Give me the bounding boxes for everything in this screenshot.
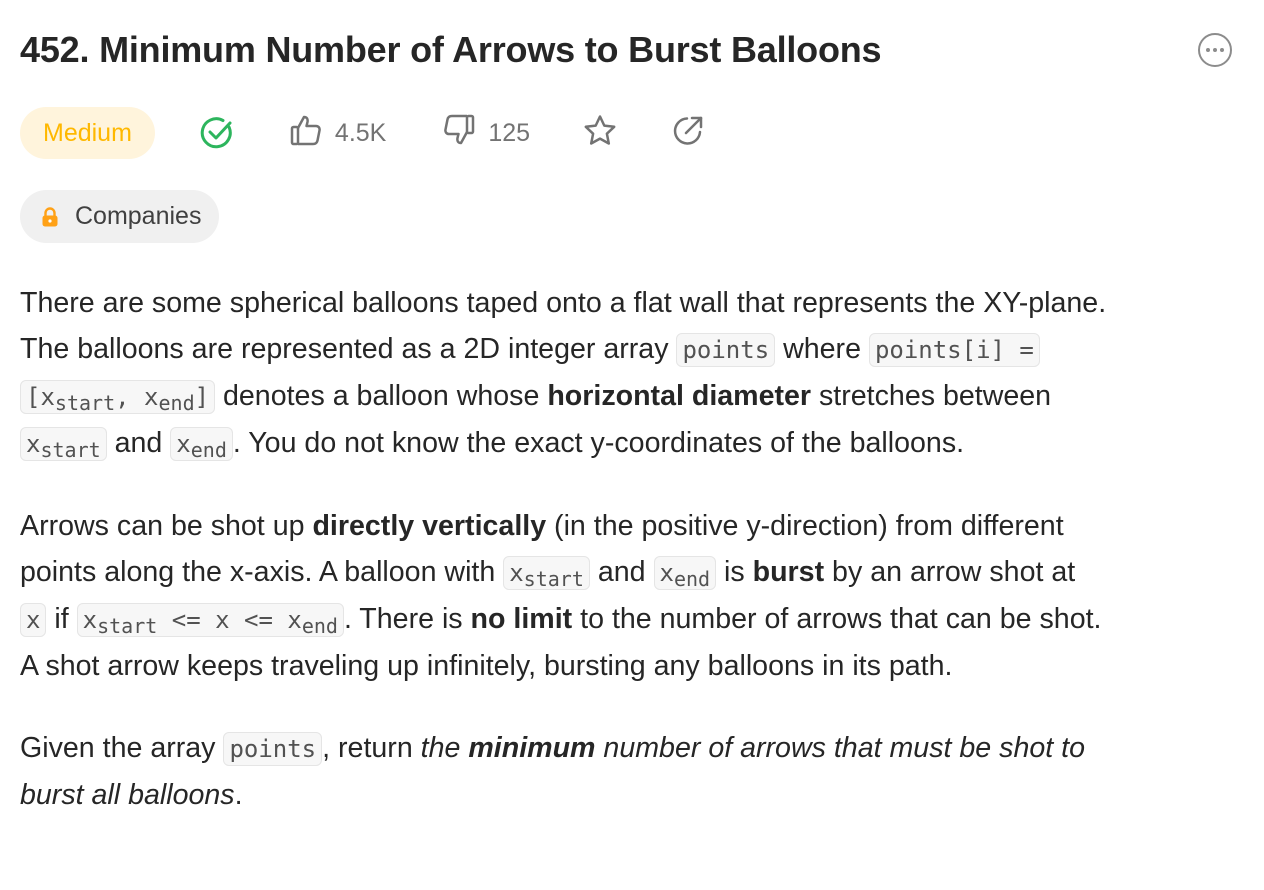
text: if	[46, 603, 77, 635]
desc-line	[20, 373, 1244, 420]
code-text: x	[509, 559, 524, 587]
desc-line	[20, 549, 1244, 596]
code-text: x	[26, 430, 41, 458]
italic-text: the	[420, 732, 469, 764]
italic-text: burst all balloons	[20, 779, 235, 811]
text: to the number of arrows that can be shot.	[572, 603, 1102, 635]
more-icon-dot	[1220, 48, 1224, 52]
code-sub: end	[158, 391, 195, 415]
inline-code	[20, 380, 215, 414]
code-text: , x	[115, 383, 159, 411]
bold-italic-text: minimum	[468, 732, 596, 764]
text: , return	[322, 732, 421, 764]
problem-description	[20, 280, 1244, 854]
text: Arrows can be shot up	[20, 510, 313, 542]
inline-code	[170, 427, 233, 461]
text: points along the x-axis. A balloon with	[20, 556, 504, 588]
code-text: x	[176, 430, 191, 458]
bold-text: directly vertically	[312, 510, 547, 542]
italic-text	[468, 732, 595, 764]
text: denotes a balloon whose	[215, 380, 548, 412]
text: (in the positive y-direction) from different	[546, 510, 1064, 542]
text: is	[716, 556, 753, 588]
dislike-button[interactable]	[442, 113, 530, 154]
more-icon	[1206, 48, 1210, 52]
text: and	[589, 556, 654, 588]
more-options-button[interactable]	[1198, 33, 1232, 67]
code-text: x	[659, 559, 674, 587]
desc-line	[20, 725, 1244, 772]
desc-line	[20, 326, 1244, 373]
code-text: ]	[194, 383, 210, 411]
text: Given the array	[20, 732, 224, 764]
like-button[interactable]	[289, 113, 386, 154]
more-icon-dot	[1213, 48, 1217, 52]
thumbs-up-icon	[289, 113, 335, 154]
code-text: x	[82, 606, 98, 634]
desc-line	[20, 596, 1244, 643]
desc-line	[20, 643, 1244, 689]
dislike-count: 125	[488, 118, 531, 147]
text: . There is	[343, 603, 471, 635]
inline-code	[77, 603, 344, 637]
text: There are some spherical balloons taped onto a flat wall that represents the XY-plane.	[20, 287, 1107, 319]
text: stretches between	[811, 380, 1052, 412]
share-button[interactable]	[670, 115, 706, 151]
like-count: 4.5K	[334, 118, 387, 147]
code-sub: start	[54, 391, 116, 415]
description-paragraph-3	[20, 725, 1244, 818]
inline-code	[503, 556, 590, 590]
inline-code: points	[676, 333, 775, 367]
title-row	[20, 26, 1240, 74]
code-sub: end	[673, 567, 711, 591]
companies-label: Companies	[75, 202, 202, 230]
desc-line	[20, 420, 1244, 467]
problem-title[interactable]: 452. Minimum Number of Arrows to Burst Balloons	[20, 29, 882, 70]
description-paragraph-1	[20, 280, 1244, 467]
code-sub: start	[40, 438, 101, 462]
inline-code: points[i] =	[869, 333, 1040, 367]
text: .	[234, 779, 243, 811]
text: . You do not know the exact y-coordinates of the balloons.	[232, 427, 965, 459]
lock-icon	[39, 206, 61, 228]
italic-text: number of arrows that must be shot to	[595, 732, 1085, 764]
desc-line	[20, 503, 1244, 549]
favorite-button[interactable]	[582, 115, 618, 151]
text: and	[106, 427, 171, 459]
bold-text: horizontal diameter	[547, 380, 812, 412]
code-text: <= x <= x	[157, 606, 302, 634]
companies-tag[interactable]	[20, 190, 219, 243]
bold-text: burst	[752, 556, 825, 588]
share-icon	[670, 113, 706, 154]
desc-line	[20, 772, 1244, 818]
problem-meta-row	[20, 106, 706, 160]
inline-code: points	[223, 732, 322, 766]
desc-line	[20, 280, 1244, 326]
text: where	[775, 333, 869, 365]
description-paragraph-2	[20, 503, 1244, 689]
text: by an arrow shot at	[824, 556, 1076, 588]
inline-code	[20, 427, 107, 461]
code-sub: end	[190, 438, 227, 462]
inline-code	[654, 556, 717, 590]
code-sub: end	[301, 614, 338, 638]
thumbs-down-icon	[442, 113, 488, 154]
code-text: [x	[26, 383, 55, 411]
text: The balloons are represented as a 2D integer array	[20, 333, 677, 365]
bold-text: no limit	[470, 603, 573, 635]
code-sub: start	[523, 567, 584, 591]
code-sub: start	[97, 614, 158, 638]
star-icon	[582, 113, 618, 154]
text: A shot arrow keeps traveling up infinitely, bursting any balloons in its path.	[20, 650, 953, 682]
inline-code: x	[20, 603, 46, 637]
check-circle-icon	[199, 115, 235, 151]
difficulty-badge: Medium	[20, 107, 155, 159]
